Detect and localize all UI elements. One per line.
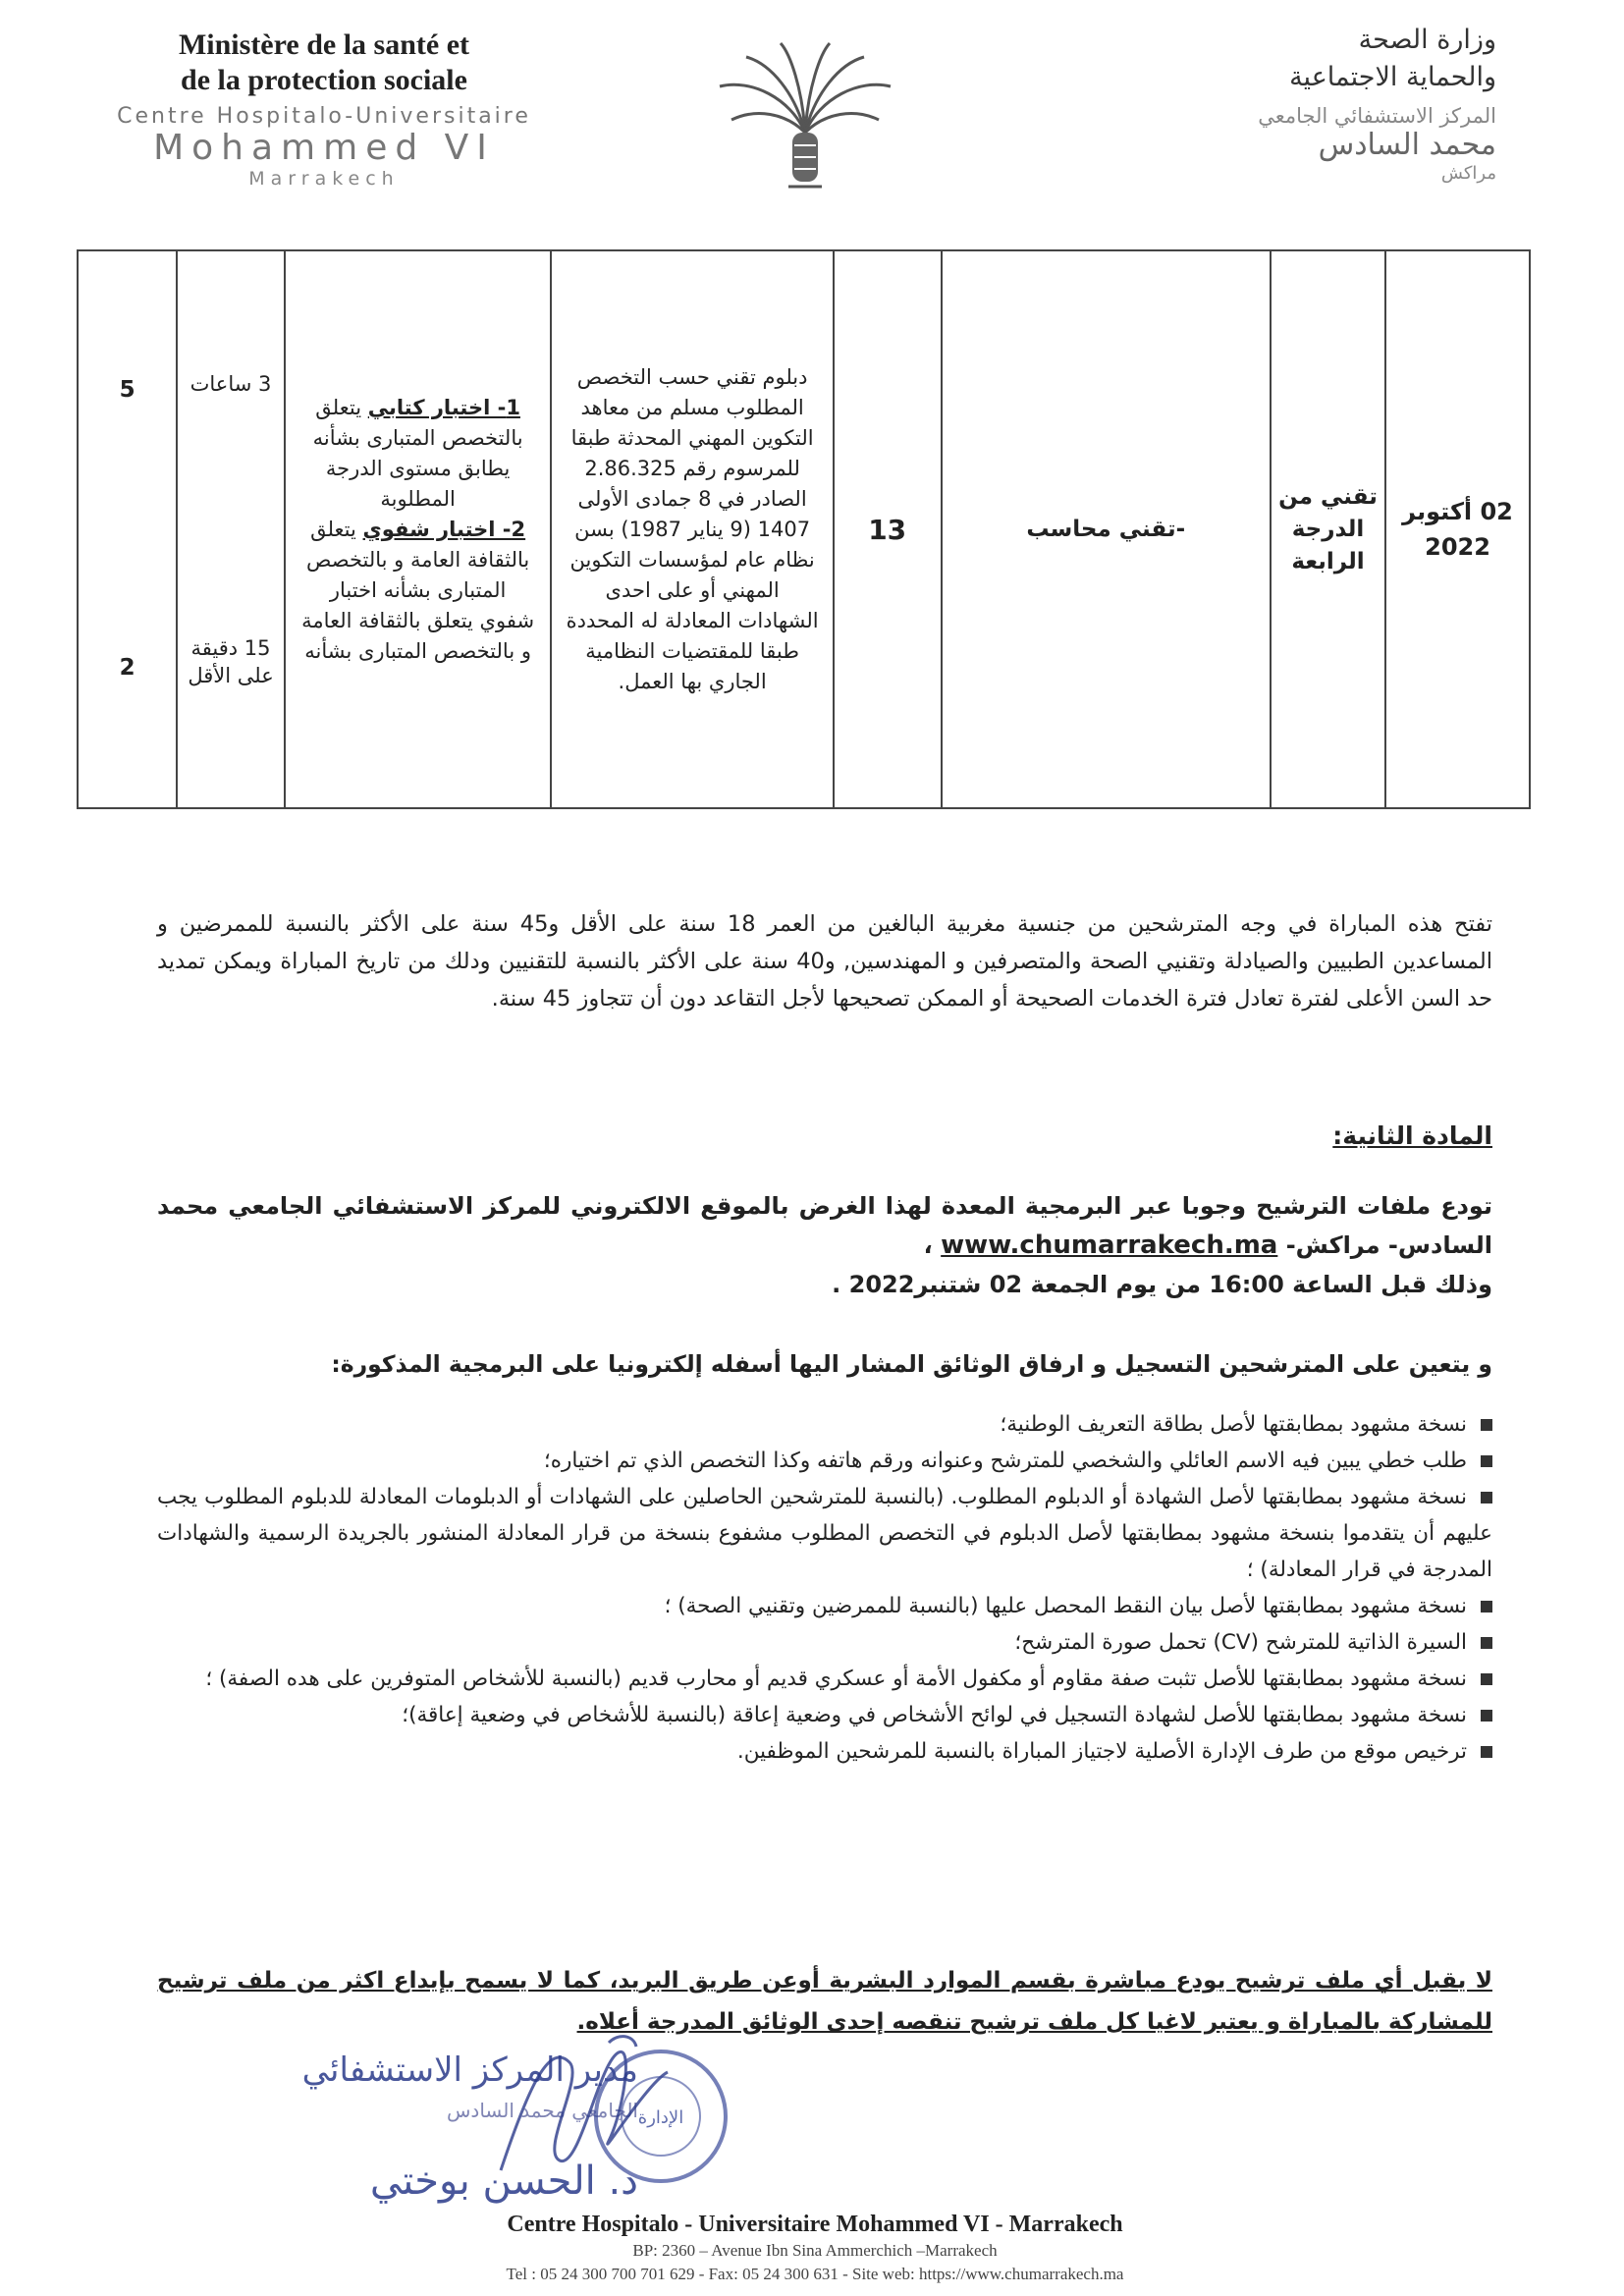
documents-intro: و يتعين على المترشحين التسجيل و ارفاق الوثائق المشار اليها أسفله إلكترونيا على البرمجية المذكورة: bbox=[331, 1350, 1492, 1378]
signatory-name: د. الحسن بوختي bbox=[369, 2159, 638, 2204]
bullet-icon bbox=[1481, 1455, 1492, 1467]
footer-address: BP: 2360 – Avenue Ibn Sina Ammerchich –Marrakech bbox=[632, 2241, 998, 2260]
written-exam-title: 1- اختبار كتابي bbox=[367, 395, 520, 419]
header-arabic-block bbox=[1035, 22, 1496, 184]
bullet-icon bbox=[1481, 1710, 1492, 1722]
header-french-block bbox=[69, 27, 579, 190]
page-footer bbox=[373, 2210, 1257, 2286]
list-item: نسخة مشهود بمطابقتها للأصل لشهادة التسجيل في لوائح الأشخاص في وضعية إعاقة (بالنسبة للأشخاص في وضعية إعاقة)؛ bbox=[157, 1697, 1492, 1733]
exam-date-cell: 02 أكتوبر 2022 bbox=[1385, 250, 1530, 808]
deposit-text-part1: تودع ملفات الترشيح وجوبا عبر البرمجية المعدة لهذا الغرض بالموقع الالكتروني للمركز الاستشفائي الجامعي محمد السادس- مراكش- bbox=[157, 1192, 1492, 1259]
oral-exam-duration: 15 دقيقة على الأقل bbox=[188, 635, 274, 687]
list-item: ترخيص موقع من طرف الإدارة الأصلية لاجتياز المباراة بالنسبة للمرشحين الموظفين. bbox=[157, 1733, 1492, 1770]
deposit-deadline: وذلك قبل الساعة 16:00 من يوم الجمعة 02 شتنبر2022 . bbox=[832, 1271, 1492, 1298]
specialty-cell: -تقني محاسب bbox=[942, 250, 1271, 808]
required-documents-list bbox=[157, 1406, 1492, 1770]
article-two-heading: المادة الثانية: bbox=[1332, 1121, 1492, 1150]
bullet-icon bbox=[1481, 1637, 1492, 1649]
stamp-text: الإدارة bbox=[637, 2107, 684, 2128]
grade-cell: تقني من الدرجة الرابعة bbox=[1271, 250, 1385, 808]
diploma-cell: دبلوم تقني حسب التخصص المطلوب مسلم من معاهد التكوين المهني المحدثة طبقا للمرسوم رقم 2.86.325 الصادر في 8 جمادى الأولى 1407 (9 يناير 1987) بسن نظام عام لمؤسسات التكوين المهني أو على احدى الشهادات المعادلة له المحددة طبقا للمقتضيات النظامية الجاري بها العمل. bbox=[551, 250, 833, 808]
ministry-name-fr-line2: de la protection sociale bbox=[181, 64, 467, 96]
deposit-comma: ، bbox=[923, 1231, 933, 1259]
written-exam-text: يتعلق بالتخصص المتبارى بشأنه يطابق مستوى الدرجة المطلوبة bbox=[312, 395, 523, 511]
ministry-name-ar-line2: والحماية الاجتماعية bbox=[1289, 62, 1496, 92]
coefficient-cell bbox=[78, 250, 177, 808]
hospital-city-fr: Marrakech bbox=[248, 168, 400, 190]
table-row bbox=[78, 250, 1530, 808]
oral-exam-text: يتعلق بالثقافة العامة و بالتخصص المتبارى بشأنه اختبار شفوي يتعلق بالثقافة العامة و بالتخصص المتبارى بشأنه bbox=[301, 517, 535, 663]
posts-count-cell: 13 bbox=[834, 250, 942, 808]
bullet-icon bbox=[1481, 1746, 1492, 1758]
bullet-icon bbox=[1481, 1601, 1492, 1613]
hospital-name-ar-line1: المركز الاستشفائي الجامعي bbox=[1258, 104, 1496, 128]
list-item: نسخة مشهود بمطابقتها لأصل الشهادة أو الدبلوم المطلوب. (بالنسبة للمترشحين الحاصلين على الشهادات أو الدبلومات المعادلة للدبلوم المطلوب يجب عليهم أن يتقدموا بنسخة مشهود بمطابقتها لأصل الدبلوم في التخصص المطلوب مشفوع بنسخة من قرار المعادلة المنشور بالجريدة الرسمية والشهادات المدرجة في قرار المعادلة) ؛ bbox=[157, 1485, 1492, 1582]
bullet-icon bbox=[1481, 1673, 1492, 1685]
exam-description-cell bbox=[285, 250, 552, 808]
website-link[interactable]: www.chumarrakech.ma bbox=[941, 1230, 1278, 1260]
signatory-title: مدير المركز الاستشفائي bbox=[301, 2050, 638, 2090]
submission-warning: لا يقبل أي ملف ترشيح يودع مباشرة بقسم الموارد البشرية أوعن طريق البريد، كما لا يسمح بإيداع اكثر من ملف ترشيح للمشاركة بالمباراة و يعتبر لاغيا كل ملف ترشيح تنقصه إحدى الوثائق المدرجة أعلاه. bbox=[157, 1968, 1492, 2035]
written-exam-duration: 3 ساعات bbox=[189, 371, 272, 396]
eligibility-paragraph: تفتح هذه المباراة في وجه المترشحين من جنسية مغربية البالغين من العمر 18 سنة على الأقل و45 سنة على الأكثر بالنسبة للممرضين و المساعدين الطبيين والصيادلة وتقنيي الصحة والمتصرفين و المهندسين, و40 سنة على الأكثر بالنسبة للتقنيين ودلك من تاريخ المباراة ويمكن تمديد حد السن الأعلى لفترة تعادل فترة الخدمات الصحيحة أو الممكن تصحيحها لأجل التقاعد دون أن تتجاوز 45 سنة. bbox=[157, 911, 1493, 1011]
ministry-name-ar-line1: وزارة الصحة bbox=[1358, 25, 1496, 55]
footer-institution: Centre Hospitalo - Universitaire Mohammed VI - Marrakech bbox=[507, 2212, 1123, 2237]
signatory-subtitle: الجامعي محمد السادس bbox=[447, 2099, 638, 2122]
bullet-icon bbox=[1481, 1419, 1492, 1431]
hospital-name-fr-line1: Centre Hospitalo-Universitaire bbox=[117, 104, 531, 129]
list-item: السيرة الذاتية للمترشح (CV) تحمل صورة المترشح؛ bbox=[157, 1624, 1492, 1661]
written-exam-coefficient: 5 bbox=[119, 377, 135, 403]
hospital-name-fr-line2: Mohammed VI bbox=[153, 128, 495, 168]
list-item: طلب خطي يبين فيه الاسم العائلي والشخصي للمترشح وعنوانه ورقم هاتفه وكذا التخصص الذي تم اختياره؛ bbox=[157, 1443, 1492, 1479]
hospital-name-ar-line2: محمد السادس bbox=[1318, 128, 1496, 162]
list-item: نسخة مشهود بمطابقتها للأصل تثبت صفة مقاوم أو مكفول الأمة أو عسكري قديم أو محارب قديم (بالنسبة للأشخاص المتوفرين على هده الصفة) ؛ bbox=[157, 1661, 1492, 1697]
footer-contact: Tel : 05 24 300 700 701 629 - Fax: 05 24 300 631 - Site web: https://www.chumarrakech.ma bbox=[506, 2265, 1124, 2283]
palm-logo-icon bbox=[712, 39, 898, 196]
oral-exam-coefficient: 2 bbox=[119, 655, 135, 681]
deposit-paragraph bbox=[157, 1186, 1492, 1304]
hospital-city-ar: مراكش bbox=[1440, 163, 1496, 184]
duration-cell bbox=[177, 250, 285, 808]
list-item: نسخة مشهود بمطابقتها لأصل بيان النقط المحصل عليها (بالنسبة للممرضين وتقنيي الصحة) ؛ bbox=[157, 1588, 1492, 1624]
official-stamp-icon bbox=[587, 2043, 734, 2190]
competition-table bbox=[77, 249, 1531, 809]
ministry-name-fr-line1: Ministère de la santé et bbox=[178, 28, 470, 61]
list-item: نسخة مشهود بمطابقتها لأصل بطاقة التعريف الوطنية؛ bbox=[157, 1406, 1492, 1443]
bullet-icon bbox=[1481, 1492, 1492, 1503]
oral-exam-title: 2- اختبار شفوي bbox=[362, 517, 526, 541]
